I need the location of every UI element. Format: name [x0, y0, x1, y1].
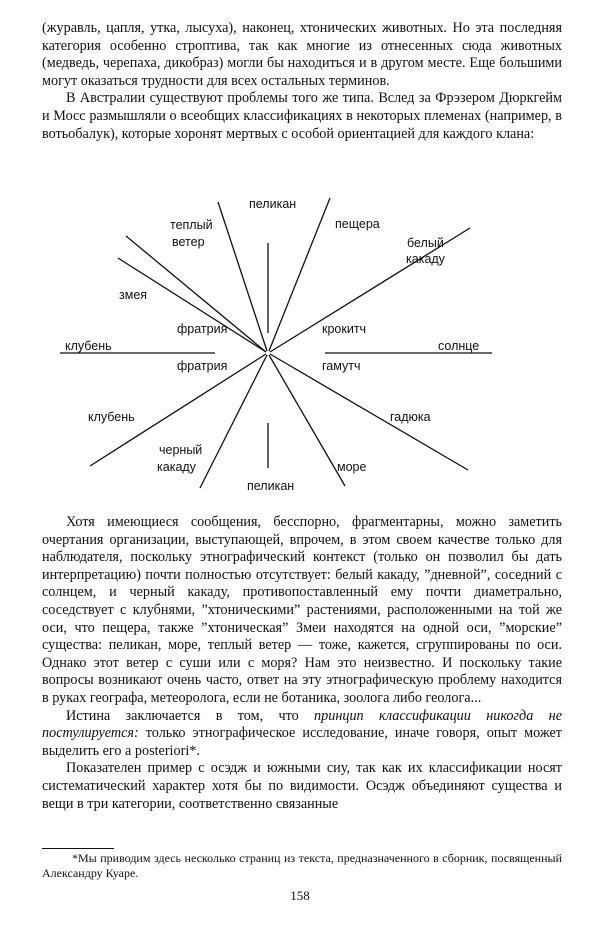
ray-snake-2 [118, 258, 266, 352]
paragraph-2: В Австралии существуют проблемы того же типа. Вслед за Фрэзером Дюркгейм и Мосс размышляли о всеобщих классификациях в некоторых племенах (например, в вотьобалук), которые хоронят мертвых с особой ориентацией для каждого клана: [42, 90, 562, 142]
label-cave: пещера [335, 217, 380, 231]
ray-cave [269, 198, 330, 351]
clan-orientation-diagram [0, 188, 600, 508]
diagram-labels [65, 197, 479, 493]
upper-text [42, 20, 562, 143]
label-snake: змея [119, 288, 148, 302]
footnote [42, 851, 562, 881]
label-warm-wind-1: теплый [170, 218, 213, 232]
lower-text [42, 514, 562, 813]
label-pelican-top: пеликан [249, 197, 297, 211]
label-black-cockatoo-1: черный [159, 443, 203, 457]
paragraph-3: Хотя имеющиеся сообщения, бесспорно, фрагментарны, можно заметить очертания организации, выступающей, впрочем, в этом своем качестве только для наблюдателя, поскольку этнографический контекст (только он позволил бы дать интерпретацию) почти полностью отсутствует: белый какаду, ”дневной”, соседний с солнцем, и черный какаду, противопоставленный ему почти диаметрально, соседствует с клубнями, ”хтоническими” растениями, расположенными на той же оси, что пещера, также ”хтоническая” Змеи находятся на одной оси, ”морские” существа: пеликан, море, теплый ветер — тоже, кажется, сгруппированы по оси. Однако этот ветер с суши или с моря? Нам это неизвестно. И поскольку такие вопросы возникают очень часто, ответ на эту этнографическую проблему находится в руках географа, метеоролога, если не ботаника, зоолога либо геолога... [42, 514, 562, 706]
label-tuber-left: клубень [65, 339, 112, 353]
label-pelican-bottom: пеликан [247, 479, 295, 493]
paragraph-4-end: только этнографическое исследование, иначе говоря, опыт может выделить его а posteriori*. [42, 725, 562, 759]
label-black-cockatoo-2: какаду [157, 460, 196, 474]
paragraph-4-emphasis: принцип классификации никогда не постулируется: [42, 707, 562, 742]
label-warm-wind-2: ветер [172, 235, 205, 249]
paragraph-1: (журавль, цапля, утка, лысуха), наконец, хтонических животных. Но эта последняя категория особенно строптива, так как многие из отнесенных сюда животных (медведь, черепаха, дикобраз) могли бы находиться и в другом месте. Еще большими могут оказаться трудности для всех остальных терминов. [42, 20, 562, 89]
label-krokitch: крокитч [322, 322, 367, 336]
paragraph-5: Показателен пример с осэдж и южными сиу, так как их классификации носят систематический характер хотя бы по видимости. Осэдж объединяют существа и вещи в три категории, соответственно связанные [42, 760, 562, 812]
label-sea: море [337, 460, 367, 474]
footnote-text: *Мы приводим здесь несколько страниц из текста, предназначенного в сборник, посвященный Александру Куаре. [42, 851, 562, 880]
label-white-cockatoo-2: какаду [406, 252, 445, 266]
label-adder: гадюка [390, 410, 431, 424]
ray-adder [270, 354, 468, 470]
label-phratry-top: фратрия [177, 322, 228, 336]
label-gamutch: гамутч [322, 359, 361, 373]
label-tuber-lower: клубень [88, 410, 135, 424]
label-white-cockatoo-1: белый [407, 236, 444, 250]
ray-sea [269, 355, 345, 486]
footnote-rule [42, 848, 114, 849]
paragraph-4-start: Истина заключается в том, что [66, 707, 315, 724]
label-sun: солнце [438, 339, 480, 353]
page-number: 158 [290, 888, 310, 903]
label-phratry-bottom: фратрия [177, 359, 228, 373]
paragraph-4 [42, 708, 562, 761]
